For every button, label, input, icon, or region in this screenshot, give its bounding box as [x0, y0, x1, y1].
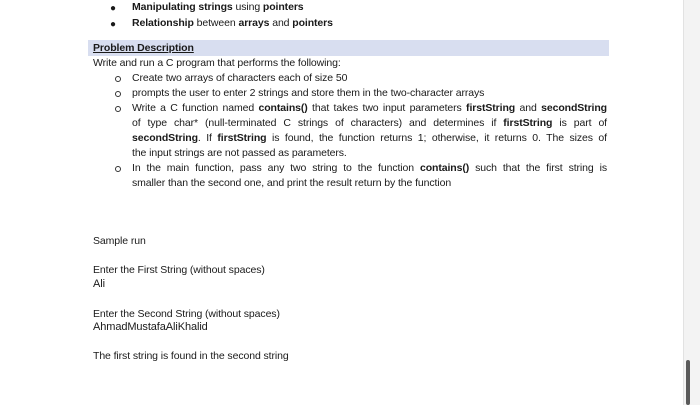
- circle-bullet: [115, 166, 121, 172]
- topic-relationship: [132, 17, 333, 30]
- problem-heading: Problem Description: [93, 42, 194, 54]
- text-run: such that the first string is: [469, 162, 607, 174]
- param-name: firstString: [217, 132, 267, 144]
- scroll-track[interactable]: [683, 0, 700, 405]
- param-name: secondString: [541, 102, 608, 114]
- topic-text-strong: Manipulating strings: [132, 1, 233, 13]
- bullet-dot: ●: [110, 3, 116, 14]
- function-name: contains(): [419, 162, 470, 174]
- topic-text: between: [193, 17, 239, 29]
- sample-prompt-second: Enter the Second String (without spaces): [93, 308, 280, 320]
- requirement-2: prompts the user to enter 2 strings and store them in the two-character arrays: [132, 87, 485, 99]
- requirement-3-line-2: [132, 117, 607, 130]
- topic-manipulating-strings: [132, 1, 304, 14]
- topic-text-strong: arrays: [238, 17, 270, 29]
- text-run: of type char* (null-terminated C strings of characters) and determines if: [132, 117, 504, 129]
- param-name: firstString: [466, 102, 516, 114]
- text-run: and: [515, 102, 542, 114]
- scrollbar-thumb[interactable]: [686, 360, 690, 405]
- text-run: is found, the function returns 1; otherwise, it returns 0. The sizes of: [266, 132, 607, 144]
- topic-text: and: [269, 17, 293, 29]
- text-run: In the main function, pass any two string to the function: [132, 162, 420, 174]
- requirement-3-line-3: [132, 132, 607, 145]
- text-run: Write a C function named: [132, 102, 259, 114]
- topic-text-strong: Relationship: [132, 17, 194, 29]
- param-name: firstString: [503, 117, 553, 129]
- requirement-4-line-1: [132, 162, 607, 175]
- circle-bullet: [115, 106, 121, 112]
- sample-run-title: Sample run: [93, 235, 146, 247]
- topic-text-strong: pointers: [262, 1, 304, 13]
- param-name: secondString: [132, 132, 198, 144]
- circle-bullet: [115, 91, 121, 97]
- sample-input-first: Ali: [93, 278, 105, 290]
- text-run: that takes two input parameters: [307, 102, 467, 114]
- text-run: is part of: [552, 117, 607, 129]
- problem-intro: Write and run a C program that performs the following:: [93, 57, 341, 69]
- topic-text-strong: pointers: [292, 17, 333, 29]
- requirement-4-line-2: smaller than the second one, and print the result return by the function: [132, 177, 452, 189]
- requirement-1: Create two arrays of characters each of size 50: [132, 72, 348, 84]
- requirement-3-line-4: the input strings are not passed as parameters.: [132, 147, 347, 159]
- sample-result: The first string is found in the second string: [93, 350, 289, 362]
- function-name: contains(): [258, 102, 308, 114]
- circle-bullet: [115, 76, 121, 82]
- bullet-dot: ●: [110, 19, 116, 30]
- text-run: . If: [197, 132, 218, 144]
- sample-input-second: AhmadMustafaAliKhalid: [93, 321, 208, 333]
- sample-prompt-first: Enter the First String (without spaces): [93, 264, 265, 276]
- topic-text: using: [232, 1, 263, 13]
- requirement-3-line-1: [132, 102, 607, 115]
